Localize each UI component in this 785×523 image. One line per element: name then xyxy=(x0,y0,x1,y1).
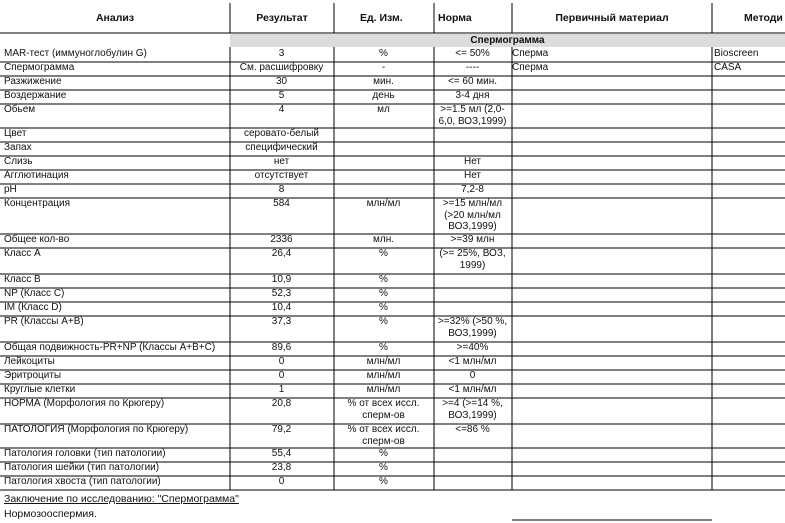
norm-value: 0 xyxy=(469,370,476,381)
result-value: 23,8 xyxy=(271,462,292,473)
analysis-name: Класс А xyxy=(4,248,41,259)
analysis-name: pH xyxy=(4,184,17,195)
result-value: 10,4 xyxy=(271,302,292,313)
result-value: 10,9 xyxy=(271,274,292,285)
unit-value: млн/мл xyxy=(366,370,401,381)
header-material: Первичный материал xyxy=(555,12,669,24)
unit-value: % xyxy=(379,476,388,487)
norm-value: <= 50% xyxy=(455,48,490,59)
analysis-name: Общая подвижность-PR+NP (Классы А+В+С) xyxy=(4,342,216,353)
result-value: нет xyxy=(273,156,290,167)
analysis-name: Круглые клетки xyxy=(4,384,76,395)
analysis-name: ПАТОЛОГИЯ (Морфология по Крюгеру) xyxy=(4,424,189,435)
unit-value: млн. xyxy=(372,234,394,245)
norm-value: Нет xyxy=(463,156,482,167)
analysis-name: Разжижение xyxy=(4,76,62,87)
header-result: Результат xyxy=(256,12,308,24)
analysis-name: Обьем xyxy=(4,104,36,115)
analysis-name: Эритроциты xyxy=(4,370,62,381)
analysis-name: PR (Классы А+В) xyxy=(4,316,84,327)
unit-value: млн/мл xyxy=(366,384,401,395)
norm-value: (>= 25%, ВОЗ, 1999) xyxy=(439,248,506,271)
result-value: серовато-белый xyxy=(243,128,320,139)
analysis-name: Патология головки (тип патологии) xyxy=(4,448,166,459)
unit-value: % xyxy=(379,302,388,313)
header-analysis: Анализ xyxy=(95,12,135,24)
result-value: 5 xyxy=(278,90,285,101)
norm-value: >=15 млн/мл (>20 млн/мл ВОЗ,1999) xyxy=(442,198,503,232)
unit-value: день xyxy=(372,90,395,101)
analysis-name: Патология хвоста (тип патологии) xyxy=(4,476,161,487)
unit-value: % xyxy=(379,448,388,459)
norm-value: <= 60 мин. xyxy=(447,76,498,87)
result-value: 0 xyxy=(278,476,285,487)
result-value: 3 xyxy=(278,48,285,59)
method-value: CASA xyxy=(714,62,742,73)
norm-value: >=32% (>50 %, ВОЗ,1999) xyxy=(437,316,508,339)
analysis-name: Патология шейки (тип патологии) xyxy=(4,462,160,473)
norm-value: 3-4 дня xyxy=(455,90,490,101)
unit-value: % xyxy=(379,274,388,285)
unit-value: мл xyxy=(377,104,390,115)
header-norm: Норма xyxy=(438,12,472,24)
analysis-name: Воздержание xyxy=(4,90,67,101)
result-value: 30 xyxy=(275,76,288,87)
unit-value: % xyxy=(379,48,388,59)
result-value: 52,3 xyxy=(271,288,292,299)
header-unit: Ед. Изм. xyxy=(360,12,403,24)
unit-value: % xyxy=(379,342,388,353)
result-value: 4 xyxy=(278,104,285,115)
conclusion-text: Нормозооспермия. xyxy=(4,508,97,520)
analysis-name: MAR-тест (иммуноглобулин G) xyxy=(4,48,147,59)
result-value: 0 xyxy=(278,370,285,381)
result-value: См. расшифровку xyxy=(239,62,324,73)
result-value: специфический xyxy=(245,142,318,153)
analysis-name: НОРМА (Морфология по Крюгеру) xyxy=(4,398,165,409)
norm-value: >=1.5 мл (2,0-6,0, ВОЗ,1999) xyxy=(438,104,507,127)
norm-value: 7,2-8 xyxy=(461,184,484,195)
result-value: 26,4 xyxy=(271,248,292,259)
norm-value: Нет xyxy=(463,170,482,181)
result-value: 79,2 xyxy=(271,424,292,435)
result-value: 37,3 xyxy=(271,316,292,327)
unit-value: млн/мл xyxy=(366,198,401,209)
result-value: 2336 xyxy=(270,234,293,245)
norm-value: <1 млн/мл xyxy=(448,384,497,395)
header-method: Методи xyxy=(744,12,783,24)
norm-value: >=39 млн xyxy=(450,234,495,245)
norm-value: <1 млн/мл xyxy=(448,356,497,367)
analysis-name: IM (Класс D) xyxy=(4,302,62,313)
result-value: 55,4 xyxy=(271,448,292,459)
conclusion-title: Заключение по исследованию: "Спермограмма" xyxy=(4,493,239,505)
result-value: 1 xyxy=(278,384,285,395)
result-value: 20,8 xyxy=(271,398,292,409)
norm-value: >=4 (>=14 %, ВОЗ,1999) xyxy=(442,398,503,421)
unit-value: % xyxy=(379,288,388,299)
section-title: Спермограмма xyxy=(230,34,785,47)
analysis-name: Общее кол-во xyxy=(4,234,70,245)
unit-value: % xyxy=(379,462,388,473)
unit-value: мин. xyxy=(373,76,394,87)
norm-value: <=86 % xyxy=(455,424,490,435)
unit-value: млн/мл xyxy=(366,356,401,367)
unit-value: % xyxy=(379,248,388,259)
norm-value: ---- xyxy=(465,62,480,73)
analysis-name: Спермограмма xyxy=(4,62,75,73)
unit-value: % от всех иссл. сперм-ов xyxy=(347,398,420,421)
analysis-name: Агглютинация xyxy=(4,170,69,181)
result-value: отсутствует xyxy=(254,170,309,181)
result-value: 0 xyxy=(278,356,285,367)
analysis-name: Запах xyxy=(4,142,32,153)
norm-value: >=40% xyxy=(456,342,489,353)
unit-value: % от всех иссл. сперм-ов xyxy=(347,424,420,447)
method-value: Bioscreen xyxy=(714,48,759,59)
unit-value: % xyxy=(379,316,388,327)
material-value: Сперма xyxy=(512,62,549,73)
result-value: 89,6 xyxy=(271,342,292,353)
material-value: Сперма xyxy=(512,48,549,59)
analysis-name: Концентрация xyxy=(4,198,71,209)
result-value: 8 xyxy=(278,184,285,195)
analysis-name: NP (Класс С) xyxy=(4,288,65,299)
analysis-name: Цвет xyxy=(4,128,27,139)
analysis-name: Класс В xyxy=(4,274,41,285)
unit-value: - xyxy=(381,62,386,73)
analysis-name: Лейкоциты xyxy=(4,356,55,367)
analysis-name: Слизь xyxy=(4,156,33,167)
result-value: 584 xyxy=(273,198,290,209)
